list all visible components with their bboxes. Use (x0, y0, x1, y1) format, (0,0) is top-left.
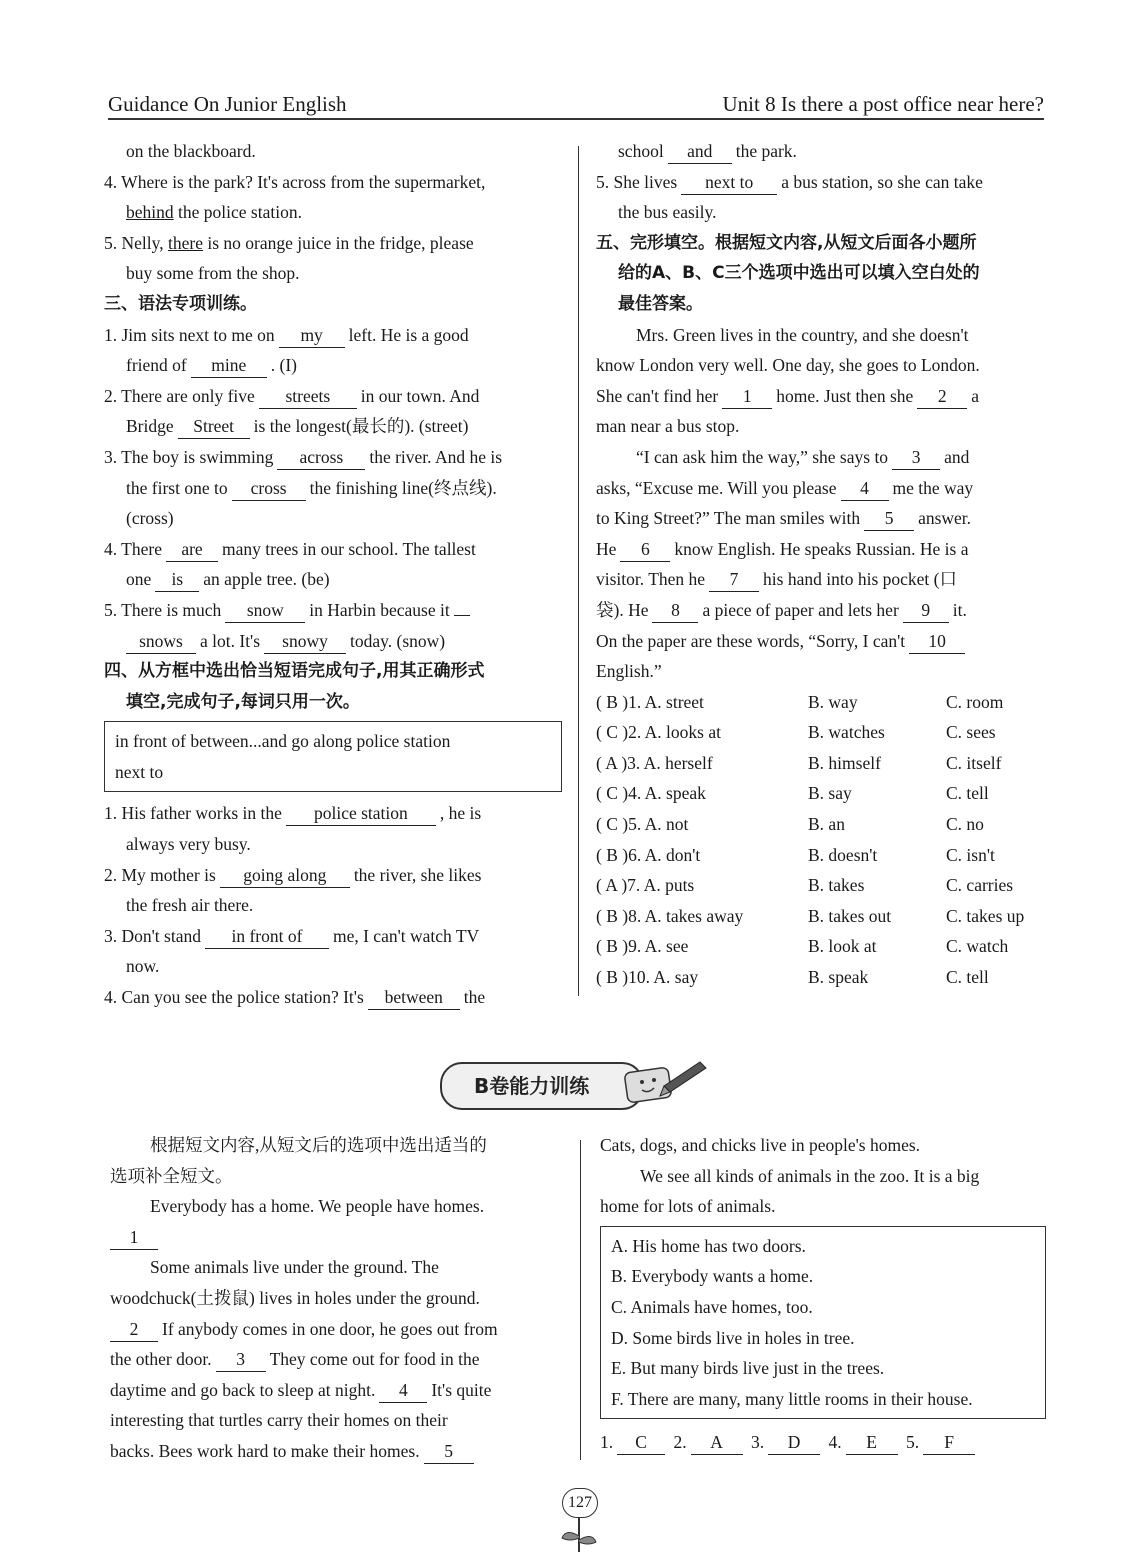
text: . (I) (270, 355, 297, 376)
b-left-column (110, 1130, 560, 1467)
blank (454, 615, 470, 616)
text: a bus station, so she can take (781, 171, 983, 192)
choice: D. Some birds live in holes in tree. (611, 1327, 855, 1348)
text-line (104, 197, 562, 228)
answer-label: 2. (673, 1432, 687, 1453)
answer-blank: mine (191, 353, 267, 378)
answer-blank: E (846, 1430, 898, 1455)
blank-number: 4 (379, 1378, 427, 1403)
text: On the paper are these words, “Sorry, I can't (596, 630, 906, 651)
section-heading: 给的A、B、C三个选项中选出可以填入空白处的 (618, 263, 980, 284)
text: his hand into his pocket (口 (763, 569, 957, 590)
text: an apple tree. (be) (203, 569, 330, 590)
page-header (108, 88, 1044, 120)
answer: there (168, 232, 203, 253)
text: If anybody comes in one door, he goes out from (162, 1318, 498, 1339)
option-row: ( B )6. A. don't B. doesn't C. isn't (596, 840, 1048, 871)
option-a: 9. A. see (628, 936, 689, 957)
text-line (104, 921, 562, 952)
answer-letter: C (606, 722, 618, 743)
option-c: C. isn't (946, 844, 995, 865)
option-row: ( C )4. A. speak B. say C. tell (596, 778, 1048, 809)
text: 3. Don't stand (104, 925, 201, 946)
choice: E. But many birds live just in the trees. (611, 1358, 885, 1379)
text: 5. She lives (596, 171, 678, 192)
blank-number: 8 (652, 598, 698, 623)
answer-letter: C (606, 814, 618, 835)
text-line (104, 534, 562, 565)
text: and (944, 446, 970, 467)
text-line: English.” (596, 661, 662, 682)
answer-letter: B (606, 936, 618, 957)
option-b: B. takes (808, 875, 865, 896)
option-row: ( B )8. A. takes away B. takes out C. takes up (596, 901, 1048, 932)
left-column (104, 136, 562, 1013)
text-line (104, 228, 562, 259)
book-title: Guidance On Junior English (108, 92, 347, 116)
text-line (596, 381, 1048, 412)
text: me the way (892, 477, 974, 498)
text: friend of (126, 355, 187, 376)
section-heading: 五、完形填空。根据短文内容,从短文后面各小题所 (596, 232, 977, 253)
text: is no orange juice in the fridge, please (207, 232, 474, 253)
text: , he is (439, 803, 482, 824)
text: He (596, 538, 617, 559)
answer-blank: snows (126, 629, 196, 654)
text: a piece of paper and lets her (702, 599, 899, 620)
answer-blank: F (923, 1430, 975, 1455)
answer-blank: are (166, 537, 218, 562)
text-line: Everybody has a home. We people have homes. (150, 1196, 485, 1217)
option-row: ( B )10. A. say B. speak C. tell (596, 962, 1048, 993)
blank-number: 3 (216, 1347, 266, 1372)
text: the finishing line(终点线). (309, 477, 497, 498)
option-row: ( B )1. A. street B. way C. room (596, 687, 1048, 718)
text: many trees in our school. The tallest (222, 538, 476, 559)
text: it. (952, 599, 967, 620)
option-c: C. itself (946, 752, 1002, 773)
blank-number: 6 (620, 537, 670, 562)
banner-title: B卷能力训练 (474, 1074, 590, 1098)
page-number-badge: 127 (562, 1488, 598, 1518)
text: 2. My mother is (104, 864, 216, 885)
text: Bridge (126, 416, 174, 437)
text-line (104, 320, 562, 351)
text-line (104, 473, 562, 504)
text-line: home for lots of animals. (600, 1196, 776, 1217)
text-line: always very busy. (126, 834, 251, 855)
text-line (596, 595, 1048, 626)
section-heading: 四、从方框中选出恰当短语完成句子,用其正确形式 (104, 661, 485, 682)
section-heading: 三、语法专项训练。 (104, 293, 257, 314)
text: daytime and go back to sleep at night. (110, 1379, 376, 1400)
option-b: B. look at (808, 936, 877, 957)
text: the (463, 987, 486, 1008)
text-line (104, 860, 562, 891)
choice: B. Everybody wants a home. (611, 1266, 814, 1287)
option-b: B. doesn't (808, 844, 878, 865)
answer: behind (126, 202, 174, 223)
answer-blank: police station (286, 801, 436, 826)
text: left. He is a good (348, 324, 469, 345)
option-a: 4. A. speak (628, 783, 706, 804)
text-line (596, 564, 1048, 595)
option-row: ( C )5. A. not B. an C. no (596, 809, 1048, 840)
text-line (110, 1436, 560, 1467)
text-line: now. (126, 956, 160, 977)
option-a: 6. A. don't (628, 844, 701, 865)
text: 5. There is much (104, 599, 222, 620)
text-line: Mrs. Green lives in the country, and she doesn't (636, 324, 969, 345)
text-line (104, 564, 562, 595)
text-line: the bus easily. (618, 202, 717, 223)
answer-letter: B (606, 691, 618, 712)
text-line (104, 626, 562, 657)
column-divider (580, 1140, 581, 1460)
answer-blank: going along (220, 863, 350, 888)
answer-letter: A (605, 875, 617, 896)
answer-label: 3. (751, 1432, 765, 1453)
text-line: (cross) (126, 508, 174, 529)
text-line (104, 350, 562, 381)
text: home. Just then she (776, 385, 914, 406)
answer-blank: between (368, 985, 460, 1010)
blank-number: 7 (709, 567, 759, 592)
option-c: C. tell (946, 783, 989, 804)
answer-letter: C (606, 783, 618, 804)
answer-blank: and (668, 139, 732, 164)
text: a (971, 385, 980, 406)
answer-letter: B (606, 905, 618, 926)
option-c: C. no (946, 814, 984, 835)
choice: F. There are many, many little rooms in their house. (611, 1388, 973, 1409)
blank-number: 5 (424, 1439, 474, 1464)
text: in our town. And (360, 385, 480, 406)
option-a: 3. A. herself (627, 752, 713, 773)
answer-blank: snowy (264, 629, 346, 654)
text-line: Some animals live under the ground. The (150, 1257, 439, 1278)
choice-box (600, 1226, 1046, 1420)
option-list (596, 687, 1048, 993)
option-b: B. an (808, 814, 845, 835)
section-heading: 最佳答案。 (618, 293, 703, 314)
answer-blank: C (617, 1430, 665, 1455)
option-c: C. room (946, 691, 1004, 712)
phrase-list: next to (115, 761, 164, 782)
answer-blank: is (155, 567, 199, 592)
text: backs. Bees work hard to make their homes. (110, 1440, 420, 1461)
text-line (596, 534, 1048, 565)
answer-blank: A (691, 1430, 743, 1455)
blank-number: 2 (110, 1317, 158, 1342)
option-row: ( B )9. A. see B. look at C. watch (596, 931, 1048, 962)
text-line (596, 626, 1048, 657)
text-line (596, 136, 1048, 167)
option-c: C. sees (946, 722, 996, 743)
option-c: C. takes up (946, 905, 1025, 926)
option-a: 1. A. street (628, 691, 704, 712)
option-a: 7. A. puts (627, 875, 695, 896)
text: the river, she likes (353, 864, 482, 885)
text: It's quite (431, 1379, 492, 1400)
answer-letter: B (606, 844, 618, 865)
text-line: buy some from the shop. (126, 263, 300, 284)
text-line: interesting that turtles carry their homes on their (110, 1410, 448, 1431)
section-b-banner (440, 1056, 690, 1116)
blank-number: 1 (110, 1225, 158, 1250)
option-b: B. takes out (808, 905, 892, 926)
section-heading: 填空,完成句子,每词只用一次。 (126, 691, 360, 712)
text: She can't find her (596, 385, 719, 406)
answer-row (600, 1427, 1050, 1458)
text: They come out for food in the (269, 1349, 480, 1370)
option-row: ( C )2. A. looks at B. watches C. sees (596, 717, 1048, 748)
text: school (618, 141, 664, 161)
text-line (104, 411, 562, 442)
flower-icon (554, 1516, 604, 1556)
blank-number: 1 (722, 384, 772, 409)
text: know English. He speaks Russian. He is a (674, 538, 969, 559)
text-line (104, 442, 562, 473)
right-column (596, 136, 1048, 993)
answer-blank: in front of (205, 924, 329, 949)
option-b: B. himself (808, 752, 881, 773)
blank-number: 3 (892, 445, 940, 470)
text-line (104, 595, 562, 626)
option-b: B. way (808, 691, 858, 712)
phrase-list: in front of between...and go along police station (115, 731, 451, 752)
text: today. (snow) (350, 630, 446, 651)
text: 3. The boy is swimming (104, 446, 274, 467)
choice: A. His home has two doors. (611, 1235, 806, 1256)
text-line: We see all kinds of animals in the zoo. It is a big (640, 1165, 980, 1186)
answer-letter: B (606, 967, 618, 988)
text: the river. And he is (369, 446, 503, 467)
text: answer. (918, 508, 972, 529)
pencil-icon (620, 1056, 710, 1112)
text: in Harbin because it (309, 599, 450, 620)
answer-blank: streets (259, 384, 357, 409)
option-b: B. say (808, 783, 852, 804)
text: visitor. Then he (596, 569, 706, 590)
text: 5. Nelly, (104, 232, 164, 253)
option-a: 5. A. not (628, 814, 689, 835)
instruction: 根据短文内容,从短文后的选项中选出适当的 (150, 1135, 487, 1155)
text-line (104, 381, 562, 412)
text-line (596, 442, 1048, 473)
option-c: C. carries (946, 875, 1014, 896)
text-line (104, 798, 562, 829)
text-line: woodchuck(土拨鼠) lives in holes under the ground. (110, 1287, 480, 1308)
column-divider (578, 146, 579, 996)
blank-number: 5 (864, 506, 914, 531)
text-line (110, 1314, 560, 1345)
answer-blank: D (768, 1430, 820, 1455)
option-row: ( A )7. A. puts B. takes C. carries (596, 870, 1048, 901)
instruction: 选项补全短文。 (110, 1165, 233, 1186)
option-row: ( A )3. A. herself B. himself C. itself (596, 748, 1048, 779)
text: a lot. It's (200, 630, 261, 651)
text: 1. Jim sits next to me on (104, 324, 275, 345)
text-line (110, 1375, 560, 1406)
choice: C. Animals have homes, too. (611, 1296, 813, 1317)
blank-number: 2 (917, 384, 967, 409)
text-line (110, 1222, 560, 1253)
answer-blank: across (277, 445, 365, 470)
text: 袋). He (596, 599, 649, 620)
text-line (596, 167, 1048, 198)
text-line (596, 503, 1048, 534)
option-a: 2. A. looks at (628, 722, 721, 743)
blank-number: 10 (909, 629, 965, 654)
text: the police station. (178, 202, 302, 223)
text: the other door. (110, 1349, 212, 1370)
answer-label: 5. (906, 1432, 920, 1453)
text: the first one to (126, 477, 228, 498)
b-right-column (600, 1130, 1050, 1458)
answer-label: 4. (828, 1432, 842, 1453)
answer-blank: cross (232, 476, 306, 501)
text: asks, “Excuse me. Will you please (596, 477, 837, 498)
text: to King Street?” The man smiles with (596, 508, 861, 529)
answer-blank: Street (178, 414, 250, 439)
text: 4. There (104, 538, 162, 559)
text: the park. (735, 141, 797, 161)
text-line (596, 473, 1048, 504)
text: 4. Can you see the police station? It's (104, 987, 364, 1008)
answer-label: 1. (600, 1432, 614, 1453)
option-b: B. watches (808, 722, 885, 743)
option-b: B. speak (808, 967, 869, 988)
answer-blank: next to (681, 170, 777, 195)
answer-letter: A (605, 752, 617, 773)
text-line: the fresh air there. (126, 895, 254, 916)
text: me, I can't watch TV (332, 925, 480, 946)
text: one (126, 569, 152, 590)
text-line: Cats, dogs, and chicks live in people's homes. (600, 1135, 921, 1155)
text: 1. His father works in the (104, 803, 282, 824)
text: is the longest(最长的). (street) (253, 416, 469, 437)
text: 2. There are only five (104, 385, 255, 406)
answer-blank: snow (225, 598, 305, 623)
blank-number: 9 (903, 598, 949, 623)
text-line: know London very well. One day, she goes to London. (596, 355, 980, 376)
page-number (554, 1486, 604, 1518)
text-line (104, 982, 562, 1013)
option-a: 8. A. takes away (628, 905, 744, 926)
phrase-box (104, 721, 562, 792)
text: “I can ask him the way,” she says to (636, 446, 889, 467)
text-line: man near a bus stop. (596, 416, 740, 437)
unit-title: Unit 8 Is there a post office near here? (722, 92, 1044, 116)
option-a: 10. A. say (628, 967, 699, 988)
blank-number: 4 (841, 476, 889, 501)
option-c: C. watch (946, 936, 1009, 957)
option-c: C. tell (946, 967, 989, 988)
text-line: 4. Where is the park? It's across from the supermarket, (104, 171, 486, 192)
text-line (110, 1344, 560, 1375)
answer-blank: my (279, 323, 345, 348)
text-line: on the blackboard. (126, 141, 256, 161)
